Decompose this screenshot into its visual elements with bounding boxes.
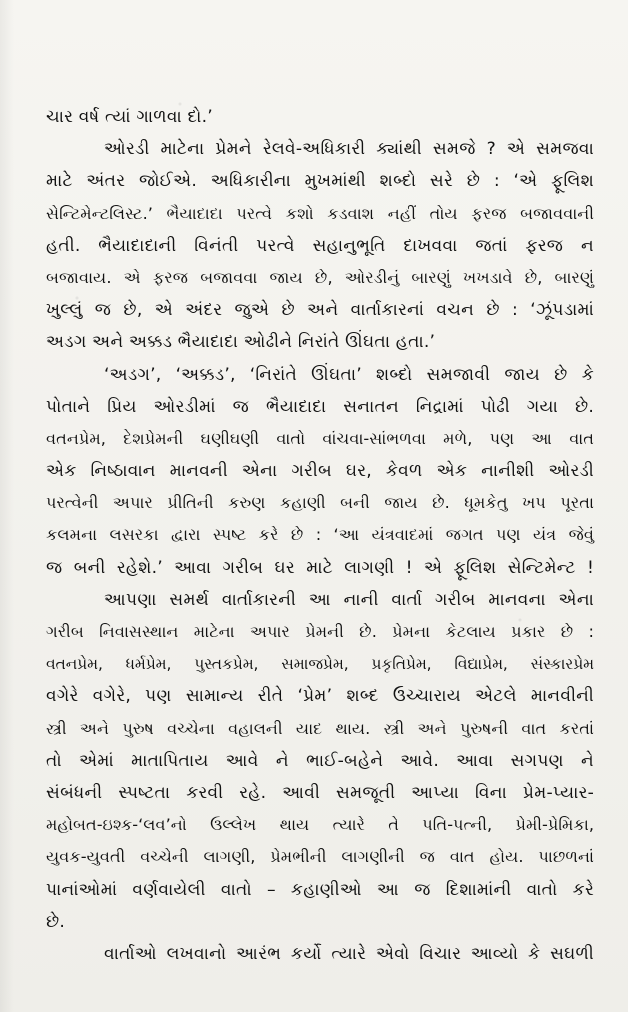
text-line-06: બજાવાય. એ ફરજ બજાવવા જાય છે, ઓરડીનું બારણું ખખડાવે છે, બારણું bbox=[46, 267, 594, 287]
text-line-19: વગેરે વગેરે, પણ સામાન્ય રીતે ‘પ્રેમ’ શબ્દ ઉચ્ચારાય એટલે માનવીની bbox=[46, 686, 594, 707]
text-line-12: એક નિષ્ઠાવાન માનવની એના ગરીબ ઘર, કેવળ એક નાનીશી ઓરડી bbox=[46, 461, 594, 482]
text-line-21: તો એમાં માતાપિતાય આવે ને ભાઈ-બહેને આવે. આવા સગપણ ને bbox=[46, 750, 594, 771]
text-line-11: વતનપ્રેમ, દેશપ્રેમની ઘણીઘણી વાતો વાંચવા-સાંભળવા મળે, પણ આ વાત bbox=[46, 428, 594, 448]
text-line-15: જ બની રહેશે.’ આવા ગરીબ ઘર માટે લાગણી ! એ ફૂલિશ સેન્ટિમેન્ટ ! bbox=[46, 557, 594, 578]
text-line-26: છે. bbox=[46, 911, 66, 932]
text-line-05: હતી. ભૈયાદાદાની વિનંતી પરત્વે સહાનુભૂતિ દાખવવા જતાં ફરજ ન bbox=[46, 235, 594, 256]
text-line-24: યુવક-યુવતી વચ્ચેની લાગણી, પ્રેમભીની લાગણીની જ વાત હોય. પાછળનાં bbox=[46, 847, 594, 867]
text-line-01: ચાર વર્ષ ત્યાં ગાળવા દો.’ bbox=[46, 107, 213, 127]
text-line-10: પોતાને પ્રિય ઓરડીમાં જ ભૈયાદાદા સનાતન નિદ્રામાં પોઢી ગયા છે. bbox=[46, 396, 594, 417]
text-line-07: ખુલ્લું જ છે, એ અંદર જુએ છે અને વાર્તાકારનાં વચન છે : ‘ઝૂંપડામાં bbox=[46, 300, 594, 321]
text-line-13: પરત્વેની અપાર પ્રીતિની કરુણ કહાણી બની જાય છે. ધૂમકેતુ ખપ પૂરતા bbox=[46, 493, 594, 513]
gujarati-body-text bbox=[46, 101, 594, 970]
text-line-08: અડગ અને અક્કડ ભૈયાદાદા ઓઢીને નિરાંતે ઊંઘતા હતા.’ bbox=[46, 332, 436, 353]
text-line-18: વતનપ્રેમ, ધર્મપ્રેમ, પુસ્તકપ્રેમ, સમાજપ્રેમ, પ્રકૃતિપ્રેમ, વિદ્યાપ્રેમ, સંસ્કારપ્રેમ bbox=[46, 655, 594, 674]
text-line-22: સંબંધની સ્પષ્ટતા કરવી રહે. આવી સમજૂતી આપ્યા વિના પ્રેમ-પ્યાર- bbox=[46, 782, 594, 803]
text-line-02: ઓરડી માટેના પ્રેમને રેલવે-અધિકારી ક્યાંથી સમજે ? એ સમજવા bbox=[104, 139, 594, 160]
text-line-14: કલમના લસરકા દ્વારા સ્પષ્ટ કરે છે : ‘આ યંત્રવાદમાં જગત પણ યંત્ર જેવું bbox=[46, 525, 594, 545]
text-line-27: વાર્તાઓ લખવાનો આરંભ કર્યો ત્યારે એવો વિચાર આવ્યો કે સઘળી bbox=[104, 943, 594, 964]
text-line-09: ‘અડગ’, ‘અક્કડ’, ‘નિરાંતે ઊંઘતા’ શબ્દો સમજાવી જાય છે કે bbox=[104, 364, 594, 385]
text-line-20: સ્ત્રી અને પુરુષ વચ્ચેના વહાલની યાદ થાય. સ્ત્રી અને પુરુષની વાત કરતાં bbox=[46, 718, 594, 738]
text-line-04: સેન્ટિમેન્ટલિસ્ટ.’ ભૈયાદાદા પરત્વે કશો કડવાશ નહીં તોય ફરજ બજાવવાની bbox=[46, 203, 594, 223]
text-line-23: મહોબત-ઇશ્ક-‘લવ’નો ઉલ્લેખ થાય ત્યારે તે પતિ-પત્ની, પ્રેમી-પ્રેમિકા, bbox=[46, 815, 594, 835]
text-line-03: માટે અંતર જોઈએ. અધિકારીના મુખમાંથી શબ્દો સરે છે : ‘એ ફૂલિશ bbox=[46, 171, 594, 192]
text-line-25: પાનાંઓમાં વર્ણવાયેલી વાતો – કહાણીઓ આ જ દિશામાંની વાતો કરે bbox=[46, 879, 594, 900]
text-line-16: આપણા સમર્થ વાર્તાકારની આ નાની વાર્તા ગરીબ માનવના એના bbox=[104, 589, 594, 610]
text-line-17: ગરીબ નિવાસસ્થાન માટેના અપાર પ્રેમની છે. પ્રેમના કેટલાય પ્રકાર છે : bbox=[46, 622, 594, 641]
